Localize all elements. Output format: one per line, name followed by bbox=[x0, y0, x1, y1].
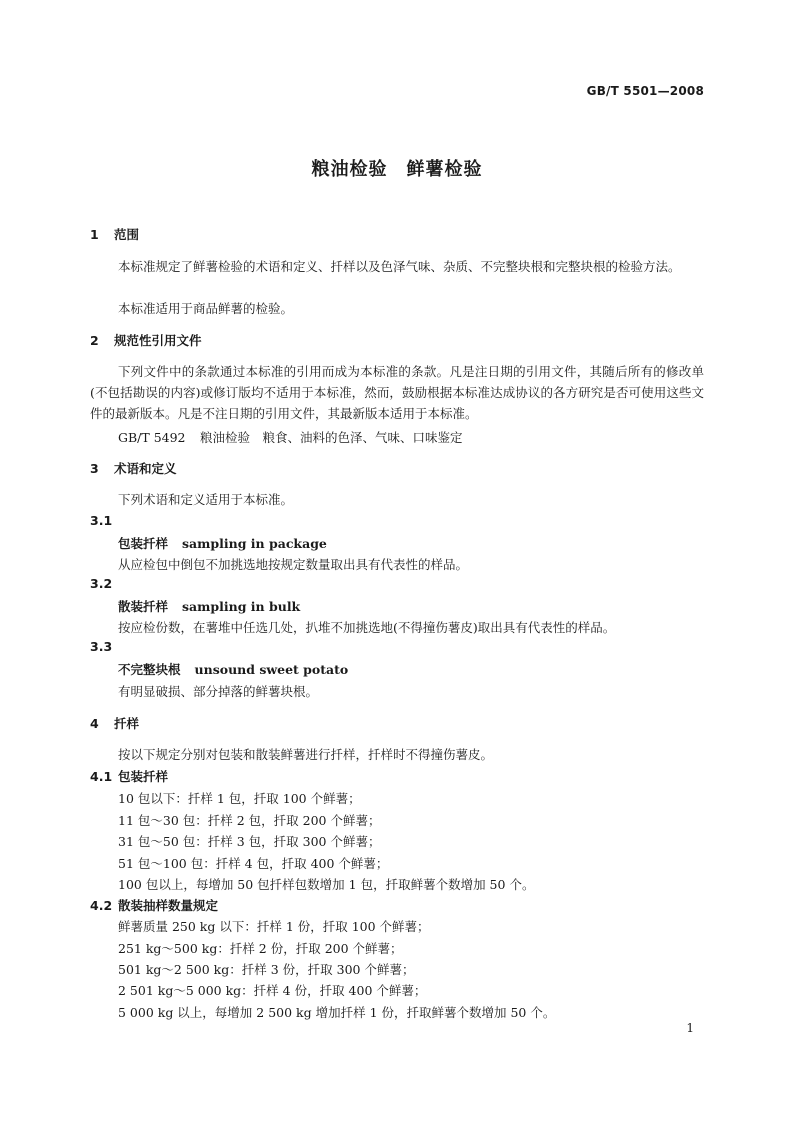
term-3-2 bbox=[118, 597, 300, 615]
section-title: 术语和定义 bbox=[114, 461, 177, 476]
page-number: 1 bbox=[686, 1021, 694, 1035]
section-1-paragraph-2: 本标准适用于商品鲜薯的检验。 bbox=[118, 301, 294, 316]
section-2-paragraph: 下列文件中的条款通过本标准的引用而成为本标准的条款。凡是注日期的引用文件，其随后所有的修改单(不包括勘误的内容)或修订版均不适用于本标准，然而，鼓励根据本标准达成协议的各方研究是否可使用这些文件的最新版本。凡是不注日期的引用文件，其最新版本适用于本标准。 bbox=[90, 364, 704, 421]
subsection-title: 包装扦样 bbox=[118, 769, 169, 784]
term-en: sampling in package bbox=[182, 536, 327, 551]
term-zh: 散装扦样 bbox=[118, 599, 169, 614]
term-en: sampling in bulk bbox=[182, 599, 301, 614]
subsection-4-2-heading bbox=[90, 896, 218, 914]
subsection-4-1-heading bbox=[90, 767, 168, 785]
term-3-3-number: 3.3 bbox=[90, 639, 113, 654]
standard-code: GB/T 5501—2008 bbox=[586, 84, 704, 98]
section-1-heading bbox=[90, 225, 139, 243]
list-item: 251 kg～500 kg：扦样 2 份，扦取 200 个鲜薯； bbox=[118, 941, 403, 956]
section-number: 4 bbox=[90, 716, 99, 731]
term-3-1-number: 3.1 bbox=[90, 513, 113, 528]
term-3-3-definition: 有明显破损、部分掉落的鲜薯块根。 bbox=[118, 684, 319, 699]
section-4-intro: 按以下规定分别对包装和散装鲜薯进行扦样，扦样时不得撞伤薯皮。 bbox=[118, 747, 494, 762]
section-number: 1 bbox=[90, 227, 99, 242]
section-1-paragraph-1: 本标准规定了鲜薯检验的术语和定义、扦样以及色泽气味、杂质、不完整块根和完整块根的检验方法。 bbox=[118, 259, 681, 274]
term-3-2-definition: 按应检份数，在薯堆中任选几处，扒堆不加挑选地(不得撞伤薯皮)取出具有代表性的样品。 bbox=[118, 620, 616, 635]
section-4-heading bbox=[90, 714, 139, 732]
section-3-heading bbox=[90, 459, 177, 477]
term-3-1-definition: 从应检包中倒包不加挑选地按规定数量取出具有代表性的样品。 bbox=[118, 557, 469, 572]
term-en: unsound sweet potato bbox=[194, 662, 349, 677]
section-number: 2 bbox=[90, 333, 99, 348]
reference-code: GB/T 5492 bbox=[118, 430, 186, 445]
section-3-intro: 下列术语和定义适用于本标准。 bbox=[118, 492, 294, 507]
term-3-3 bbox=[118, 660, 348, 678]
term-3-1 bbox=[118, 534, 327, 552]
list-item: 鲜薯质量 250 kg 以下：扦样 1 份，扦取 100 个鲜薯； bbox=[118, 919, 430, 934]
term-zh: 不完整块根 bbox=[118, 662, 181, 677]
section-title: 扦样 bbox=[114, 716, 140, 731]
list-item: 2 501 kg～5 000 kg：扦样 4 份，扦取 400 个鲜薯； bbox=[118, 983, 427, 998]
section-number: 3 bbox=[90, 461, 99, 476]
term-3-2-number: 3.2 bbox=[90, 576, 113, 591]
list-item: 5 000 kg 以上，每增加 2 500 kg 增加扦样 1 份，扦取鲜薯个数增加 50 个。 bbox=[118, 1005, 556, 1020]
subsection-number: 4.1 bbox=[90, 769, 113, 784]
term-zh: 包装扦样 bbox=[118, 536, 169, 551]
section-title: 范围 bbox=[114, 227, 140, 242]
subsection-number: 4.2 bbox=[90, 898, 113, 913]
subsection-title: 散装抽样数量规定 bbox=[118, 898, 219, 913]
normative-reference bbox=[118, 428, 463, 446]
list-item: 100 包以上，每增加 50 包扦样包数增加 1 包，扦取鲜薯个数增加 50 个。 bbox=[118, 877, 535, 892]
list-item: 11 包～30 包：扦样 2 包，扦取 200 个鲜薯； bbox=[118, 813, 381, 828]
list-item: 51 包～100 包：扦样 4 包，扦取 400 个鲜薯； bbox=[118, 856, 389, 871]
list-item: 31 包～50 包：扦样 3 包，扦取 300 个鲜薯； bbox=[118, 834, 381, 849]
reference-title: 粮油检验 粮食、油料的色泽、气味、口味鉴定 bbox=[200, 430, 463, 445]
section-title: 规范性引用文件 bbox=[114, 333, 202, 348]
list-item: 10 包以下：扦样 1 包，扦取 100 个鲜薯； bbox=[118, 791, 361, 806]
list-item: 501 kg～2 500 kg：扦样 3 份，扦取 300 个鲜薯； bbox=[118, 962, 415, 977]
page-title: 粮油检验 鲜薯检验 bbox=[311, 159, 483, 180]
section-2-heading bbox=[90, 331, 202, 349]
